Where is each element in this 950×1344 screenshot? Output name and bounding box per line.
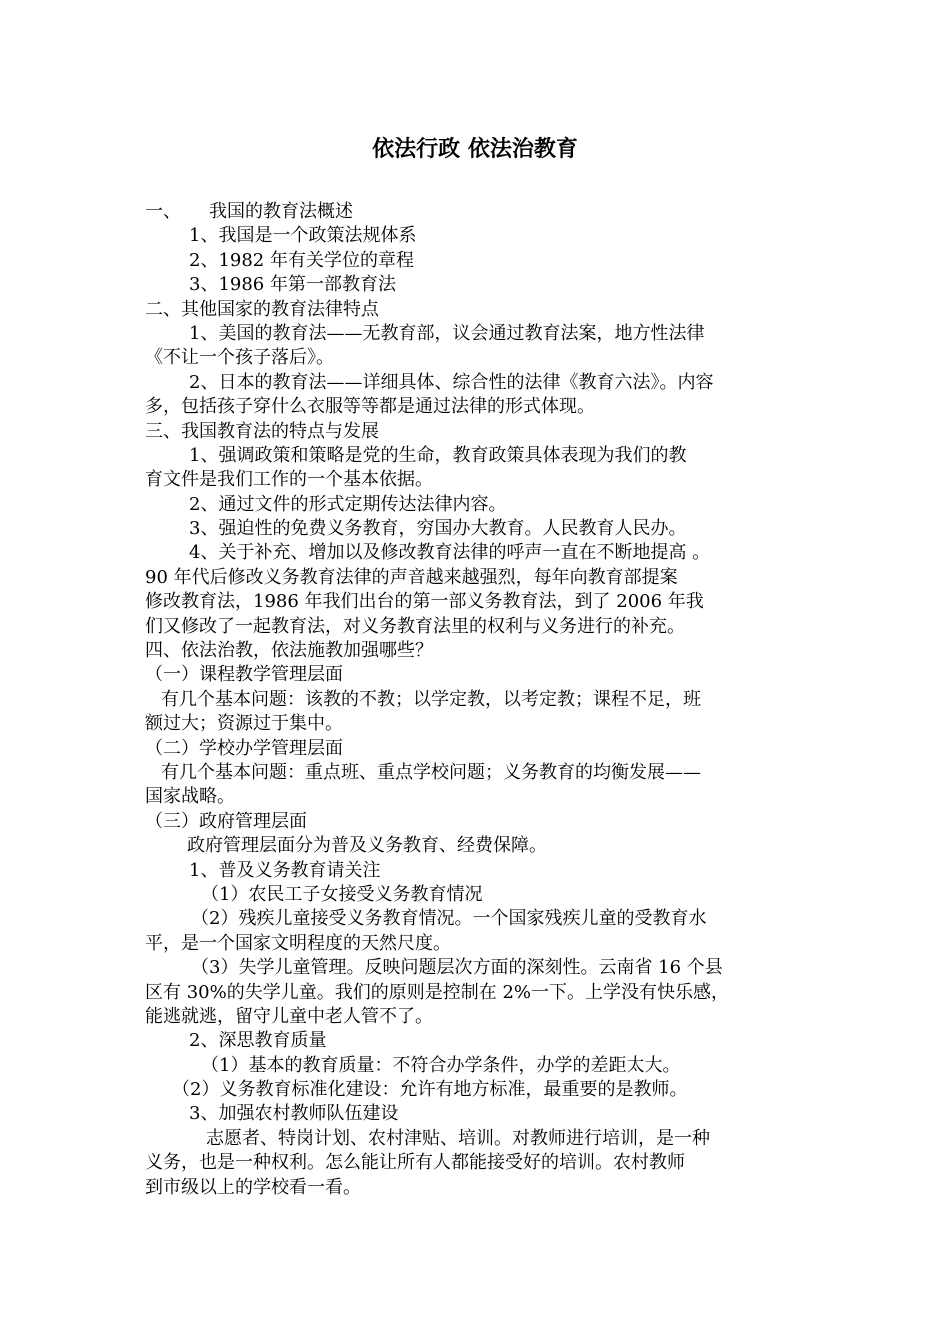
paragraph-line: 有几个基本问题：该教的不教；以学定教，以考定教；课程不足，班: [161, 688, 701, 710]
section-title: 我国的教育法概述: [209, 201, 353, 222]
list-item: 1、我国是一个政策法规体系: [189, 225, 417, 247]
section-heading: [145, 200, 811, 224]
document-body: [145, 200, 811, 1200]
document-title: 依法行政 依法治教育: [372, 137, 578, 162]
list-item: 3、加强农村教师队伍建设: [189, 1103, 399, 1125]
paragraph-line: 育文件是我们工作的一个基本依据。: [145, 469, 433, 491]
paragraph-line: 到市级以上的学校看一看。: [145, 1176, 361, 1198]
section-heading: 二、其他国家的教育法律特点: [145, 298, 379, 320]
section-number: 一、: [145, 201, 181, 222]
paragraph-line: 义务，也是一种权利。怎么能让所有人都能接受好的培训。农村教师: [145, 1152, 685, 1174]
list-item: 2、1982 年有关学位的章程: [189, 249, 414, 271]
section-heading: 四、依法治教，依法施教加强哪些？: [145, 640, 433, 662]
paragraph-line: （2）残疾儿童接受义务教育情况。一个国家残疾儿童的受教育水: [191, 908, 707, 930]
paragraph-line: 4、关于补充、增加以及修改教育法律的呼声一直在不断地提高 。: [189, 542, 711, 564]
paragraph-line: （3）失学儿童管理。反映问题层次方面的深刻性。云南省 16 个县: [191, 957, 723, 979]
list-item: 2、深思教育质量: [189, 1030, 327, 1052]
paragraph-line: 1、美国的教育法——无教育部，议会通过教育法案，地方性法律: [189, 322, 705, 344]
list-item: （2）义务教育标准化建设：允许有地方标准，最重要的是教师。: [172, 1079, 688, 1101]
paragraph-line: 1、强调政策和策略是党的生命，教育政策具体表现为我们的教: [189, 444, 687, 466]
subsection-heading: （一）课程教学管理层面: [145, 664, 343, 686]
list-item: 1、普及义务教育请关注: [189, 859, 381, 881]
paragraph-line: 多，包括孩子穿什么衣服等等都是通过法律的形式体现。: [145, 396, 595, 418]
list-item: 3、强迫性的免费义务教育，穷国办大教育。人民教育人民办。: [189, 518, 687, 540]
subsection-heading: （三）政府管理层面: [145, 810, 307, 832]
paragraph-line: 们又修改了一起教育法，对义务教育法里的权利与义务进行的补充。: [145, 615, 685, 637]
paragraph-line: 2、日本的教育法——详细具体、综合性的法律《教育六法》。内容: [189, 371, 714, 393]
list-item: （1）基本的教育质量：不符合办学条件，办学的差距太大。: [201, 1054, 681, 1076]
list-item: 2、通过文件的形式定期传达法律内容。: [189, 493, 507, 515]
list-item: 3、1986 年第一部教育法: [189, 274, 396, 296]
list-item: （1）农民工子女接受义务教育情况: [201, 883, 483, 905]
paragraph-line: 国家战略。: [145, 786, 235, 808]
paragraph-line: 区有 30%的失学儿童。我们的原则是控制在 2%一下。上学没有快乐感，: [145, 981, 730, 1003]
paragraph-line: 有几个基本问题：重点班、重点学校问题；义务教育的均衡发展——: [161, 761, 701, 783]
paragraph-line: 《不让一个孩子落后》。: [145, 347, 334, 369]
paragraph-line: 政府管理层面分为普及义务教育、经费保障。: [187, 835, 547, 857]
section-heading: 三、我国教育法的特点与发展: [145, 420, 379, 442]
paragraph-line: 平，是一个国家文明程度的天然尺度。: [145, 932, 451, 954]
paragraph-line: 能逃就逃，留守儿童中老人管不了。: [145, 1005, 433, 1027]
paragraph-line: 修改教育法，1986 年我们出台的第一部义务教育法，到了 2006 年我: [145, 591, 704, 613]
paragraph-line: 90 年代后修改义务教育法律的声音越来越强烈，每年向教育部提案: [145, 566, 678, 588]
paragraph-line: 额过大；资源过于集中。: [145, 713, 343, 735]
subsection-heading: （二）学校办学管理层面: [145, 737, 343, 759]
paragraph-line: 志愿者、特岗计划、农村津贴、培训。对教师进行培训，是一种: [206, 1127, 710, 1149]
